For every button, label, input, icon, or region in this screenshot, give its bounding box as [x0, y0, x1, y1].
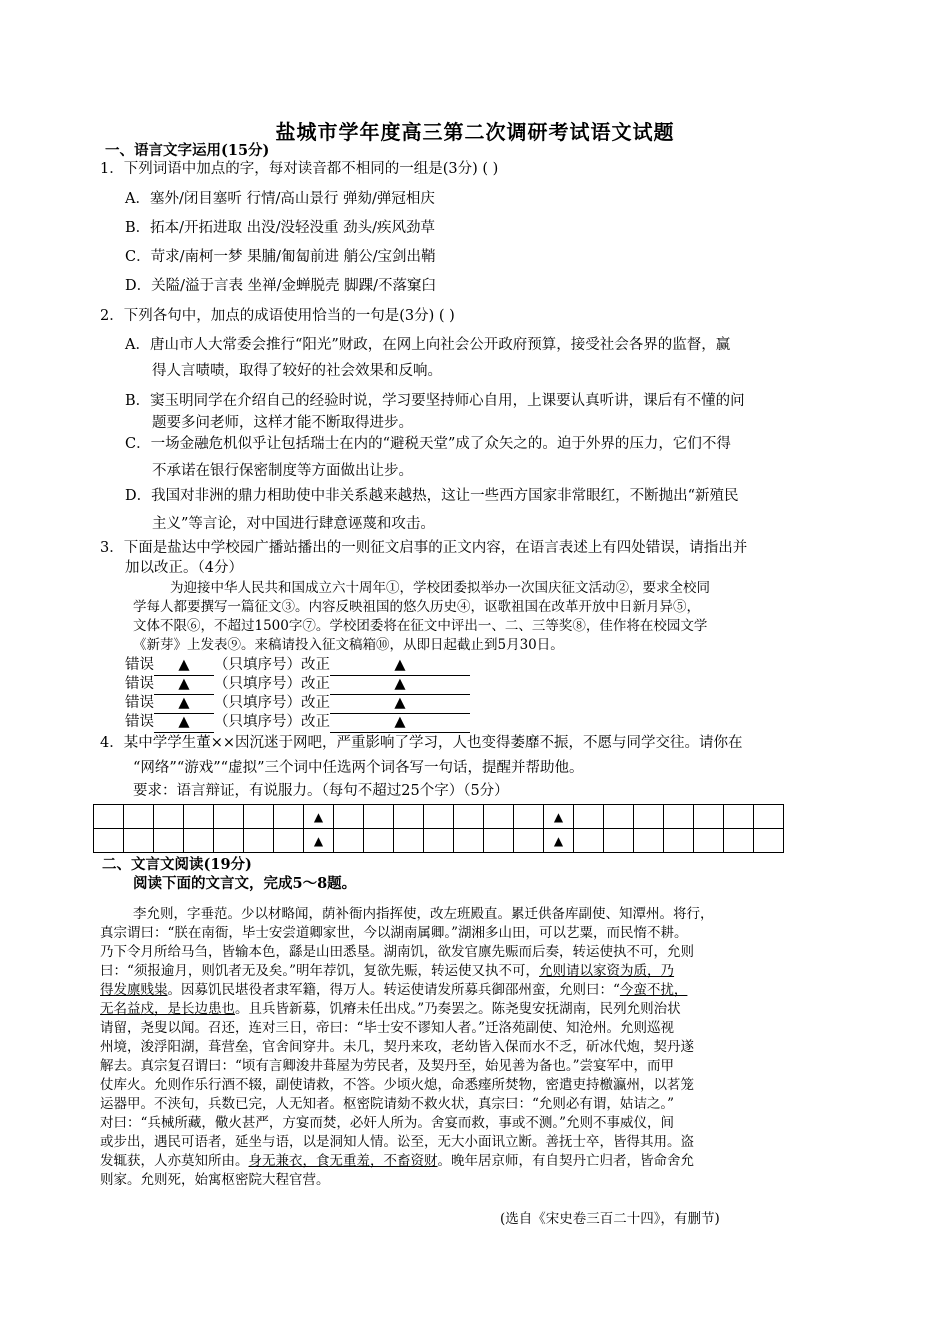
answer-grid-row-2 — [94, 829, 784, 853]
underlined-sentence-1-end: 得发廪贱粜 — [100, 982, 168, 998]
correction-field[interactable]: ▲ — [330, 674, 470, 695]
passage-line7: 请留，尧叟以闻。召还，连对三日，帝曰：“毕士安不谬知人者。”迁洛苑副使、知沧州。允则巡视 — [100, 1020, 675, 1036]
passage-line2: 真宗谓曰：“朕在南衙，毕士安尝道卿家世，今以湖南属卿。”湖湘多山田，可以艺粟，而民惰不耕。 — [100, 925, 688, 941]
section-2-instruction: 阅读下面的文言文，完成5～8题。 — [133, 875, 357, 892]
question-1: 1．下列词语中加点的字，每对读音都不相同的一组是(3分) ( ) — [100, 161, 499, 177]
notice-line1: 为迎接中华人民共和国成立六十周年①，学校团委拟举办一次国庆征文活动②，要求全校同 — [170, 580, 710, 596]
q2-option-b-line2: 题要多问老师，这样才能不断取得进步。 — [152, 415, 413, 431]
passage-line10: 仗库火。允则作乐行酒不辍，副使请救，不答。少顷火熄，命悉瘗所焚物，密遣吏持檄瀛州，以茗笼 — [100, 1077, 694, 1093]
q2-option-c-line2: 不承诺在银行保密制度等方面做出让步。 — [152, 463, 413, 479]
question-4-line2: “网络”“游戏”“虚拟”三个词中任选两个词各写一句话，提醒并帮助他。 — [133, 760, 584, 776]
question-4-line1: 4．某中学学生董××因沉迷于网吧，严重影响了学习，人也变得萎靡不振，不愿与同学交往。请你在 — [100, 735, 743, 751]
error-row-4: 错误 ▲ （只填序号）改正 ▲ — [125, 712, 470, 733]
passage-source: (选自《宋史卷三百二十四》，有删节) — [500, 1211, 720, 1227]
answer-grid-row-1 — [94, 805, 784, 829]
passage-line6: 无名益戍，是长边患也。且兵皆新募，饥瘠未任出戍。”乃奏罢之。陈尧叟安抚湖南，民列允则治状 — [100, 1001, 681, 1017]
underlined-sentence-3: 身无兼衣，食无重羞，不畜资财 — [248, 1153, 438, 1169]
grid-marker: ▲ — [304, 805, 334, 829]
q2-option-b-line1: B．窦玉明同学在介绍自己的经验时说，学习要坚持师心自用，上课要认真听讲，课后有不懂的问 — [125, 393, 745, 409]
section-1-heading: 一、语言文字运用(15分) — [105, 142, 270, 159]
q2-option-d-line2: 主义”等言论，对中国进行肆意诬蔑和攻击。 — [152, 516, 435, 532]
passage-line1: 李允则，字垂范。少以材略闻，荫补衙内指挥使，改左班殿直。累迁供备库副使、知潭州。将行， — [133, 906, 714, 922]
passage-line15: 则家。允则死，始寓枢密院大程官营。 — [100, 1172, 330, 1188]
underlined-sentence-1: 允则请以家资为质，乃 — [539, 963, 675, 979]
question-3-line2: 加以改正。（4分） — [125, 560, 243, 576]
page-title: 盐城市学年度高三第二次调研考试语文试题 — [275, 120, 675, 144]
grid-marker: ▲ — [544, 829, 574, 853]
error-number-field[interactable]: ▲ — [154, 712, 214, 733]
answer-grid[interactable] — [93, 804, 784, 853]
question-3-line1: 3．下面是盐达中学校园广播站播出的一则征文启事的正文内容，在语言表述上有四处错误，请指出并 — [100, 540, 748, 556]
notice-line4: 《新芽》上发表⑨。来稿请投入征文稿箱⑩，从即日起截止到5月30日。 — [133, 637, 564, 653]
underlined-sentence-2-end: 无名益戍，是长边患也 — [100, 1001, 235, 1017]
passage-line5: 得发廪贱粜。因募饥民堪役者隶军籍，得万人。转运使请发所募兵御邵州蛮，允则曰：“今蛮不扰， — [100, 982, 688, 998]
error-row-3: 错误 ▲ （只填序号）改正 ▲ — [125, 693, 470, 714]
question-4-requirement: 要求：语言辩证，有说服力。（每句不超过25个字）（5分） — [133, 783, 509, 799]
passage-line3: 乃下令月所给马刍，皆输本色，繇是山田悉垦。湖南饥，欲发官廪先赈而后奏，转运使执不可，允则 — [100, 944, 694, 960]
q1-option-c: C．苛求/南柯一梦 果脯/匍匐前进 艄公/宝剑出鞘 — [125, 249, 436, 265]
notice-line3: 文体不限⑥，不超过1500字⑦。学校团委将在征文中评出一、二、三等奖⑧，佳作将在校园文学 — [133, 618, 708, 634]
passage-line14: 发辄获，人亦莫知所由。身无兼衣，食无重羞，不畜资财。晚年居京师，有自契丹亡归者，皆命舍允 — [100, 1153, 694, 1169]
passage-line13: 或步出，遇民可语者，延坐与语，以是洞知人情。讼至，无大小面讯立断。善抚士卒，皆得其用。盗 — [100, 1134, 694, 1150]
passage-line11: 运器甲。不浃旬，兵数已完，人无知者。枢密院请劾不救火状，真宗曰：“允则必有谓，姑诘之。” — [100, 1096, 675, 1112]
correction-field[interactable]: ▲ — [330, 712, 470, 733]
passage-line8: 州境，浚浮阳湖，葺营垒，官舍间穿井。未几，契丹来攻，老幼皆入保而水不乏，斫冰代炮，契丹遂 — [100, 1039, 694, 1055]
error-number-field[interactable]: ▲ — [154, 674, 214, 695]
notice-line2: 学每人都要撰写一篇征文③。内容反映祖国的悠久历史④，讴歌祖国在改革开放中日新月异⑤， — [133, 599, 700, 615]
q2-option-c-line1: C．一场金融危机似乎让包括瑞士在内的“避税天堂”成了众矢之的。迫于外界的压力，它们不得 — [125, 436, 731, 452]
error-row-1: 错误 ▲ （只填序号）改正 ▲ — [125, 655, 470, 676]
question-2: 2．下列各句中，加点的成语使用恰当的一句是(3分) ( ) — [100, 308, 455, 324]
q1-option-d: D．关隘/溢于言表 坐禅/金蝉脱壳 脚踝/不落窠臼 — [125, 278, 436, 294]
section-2-heading: 二、文言文阅读(19分) — [102, 856, 252, 873]
grid-marker: ▲ — [304, 829, 334, 853]
q1-option-a: A．塞外/闭目塞听 行情/高山景行 弹劾/弹冠相庆 — [125, 191, 435, 207]
passage-line9: 解去。真宗复召谓曰：“顷有言卿浚井葺屋为劳民者，及契丹至，始见善为备也。”尝宴军中，而甲 — [100, 1058, 675, 1074]
correction-field[interactable]: ▲ — [330, 693, 470, 714]
q1-option-b: B．拓本/开拓进取 出没/没轻没重 劲头/疾风劲草 — [125, 220, 436, 236]
grid-marker: ▲ — [544, 805, 574, 829]
passage-line4: 曰：“须报逾月，则饥者无及矣。”明年荐饥，复欲先赈，转运使又执不可，允则请以家资为质，乃 — [100, 963, 675, 979]
correction-field[interactable]: ▲ — [330, 655, 470, 676]
error-number-field[interactable]: ▲ — [154, 693, 214, 714]
passage-line12: 对曰：“兵械所藏，儆火甚严，方宴而焚，必奸人所为。舍宴而救，事或不测。”允则不事威仪，间 — [100, 1115, 675, 1131]
q2-option-a-line2: 得人言啧啧，取得了较好的社会效果和反响。 — [152, 363, 442, 379]
error-number-field[interactable]: ▲ — [154, 655, 214, 676]
underlined-sentence-2: 今蛮不扰， — [619, 982, 688, 998]
error-row-2: 错误 ▲ （只填序号）改正 ▲ — [125, 674, 470, 695]
q2-option-d-line1: D．我国对非洲的鼎力相助使中非关系越来越热，这让一些西方国家非常眼红，不断抛出“新殖民 — [125, 488, 739, 504]
q2-option-a-line1: A．唐山市人大常委会推行“阳光”财政，在网上向社会公开政府预算，接受社会各界的监督，赢 — [125, 337, 731, 353]
